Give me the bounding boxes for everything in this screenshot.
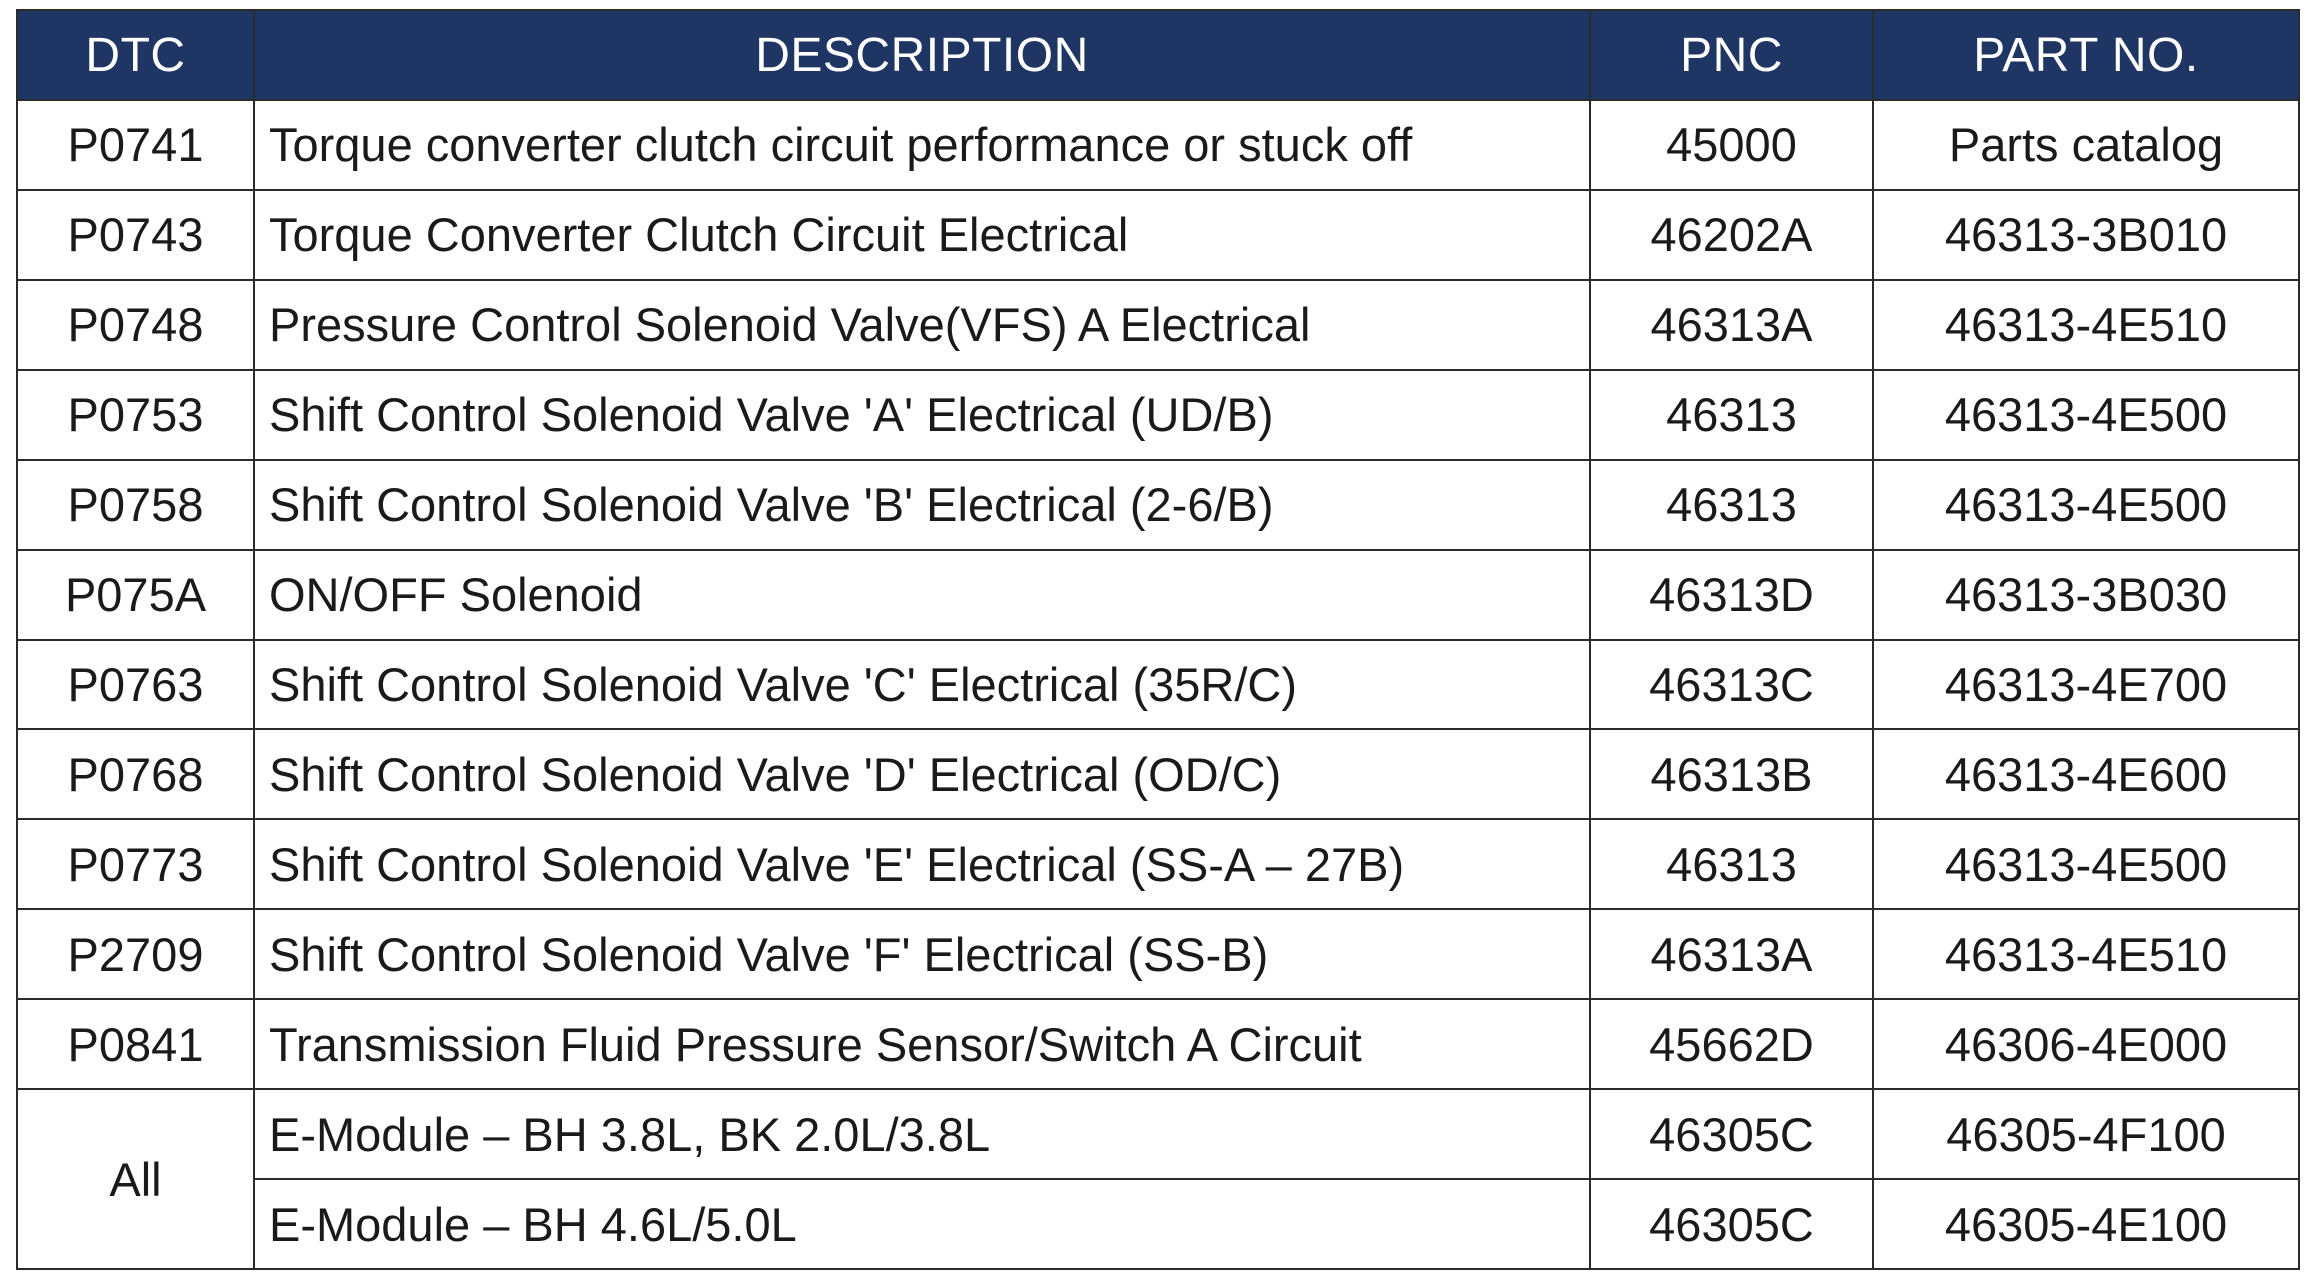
part-no-cell: 46305-4F100	[1873, 1089, 2299, 1179]
pnc-cell: 46313D	[1590, 550, 1873, 640]
part-no-cell: 46313-4E600	[1873, 729, 2299, 819]
dtc-parts-table	[16, 9, 2300, 1270]
table-row	[17, 1179, 2299, 1269]
dtc-cell: P0748	[17, 280, 254, 370]
table-row	[17, 460, 2299, 550]
pnc-cell: 46313	[1590, 819, 1873, 909]
dtc-cell: P0743	[17, 190, 254, 280]
table-row	[17, 550, 2299, 640]
part-no-cell: 46313-4E500	[1873, 460, 2299, 550]
description-cell: Torque converter clutch circuit performance or stuck off	[254, 100, 1590, 190]
dtc-cell: P0763	[17, 640, 254, 730]
part-no-cell: 46313-4E510	[1873, 280, 2299, 370]
description-cell: ON/OFF Solenoid	[254, 550, 1590, 640]
description-cell: Shift Control Solenoid Valve 'D' Electrical (OD/C)	[254, 729, 1590, 819]
pnc-cell: 46305C	[1590, 1089, 1873, 1179]
pnc-cell: 46313A	[1590, 909, 1873, 999]
pnc-cell: 46313B	[1590, 729, 1873, 819]
table-row	[17, 999, 2299, 1089]
description-cell: Shift Control Solenoid Valve 'C' Electrical (35R/C)	[254, 640, 1590, 730]
table-row	[17, 190, 2299, 280]
header-part-no: PART NO.	[1873, 10, 2299, 100]
dtc-cell: P0773	[17, 819, 254, 909]
table-row	[17, 909, 2299, 999]
dtc-cell: P0841	[17, 999, 254, 1089]
dtc-cell: P0758	[17, 460, 254, 550]
part-no-cell: 46313-4E500	[1873, 370, 2299, 460]
table-row	[17, 1089, 2299, 1179]
table-row	[17, 640, 2299, 730]
dtc-cell: P2709	[17, 909, 254, 999]
pnc-cell: 46313C	[1590, 640, 1873, 730]
part-no-cell: 46313-3B030	[1873, 550, 2299, 640]
part-no-cell: 46306-4E000	[1873, 999, 2299, 1089]
header-pnc: PNC	[1590, 10, 1873, 100]
description-cell: Pressure Control Solenoid Valve(VFS) A Electrical	[254, 280, 1590, 370]
table-row	[17, 370, 2299, 460]
pnc-cell: 46313A	[1590, 280, 1873, 370]
dtc-cell: P0768	[17, 729, 254, 819]
table-body	[17, 100, 2299, 1269]
dtc-cell: P0741	[17, 100, 254, 190]
description-cell: E-Module – BH 4.6L/5.0L	[254, 1179, 1590, 1269]
table-row	[17, 280, 2299, 370]
pnc-cell: 46202A	[1590, 190, 1873, 280]
table-row	[17, 819, 2299, 909]
part-no-cell: 46313-4E500	[1873, 819, 2299, 909]
part-no-cell: 46313-4E510	[1873, 909, 2299, 999]
header-description: DESCRIPTION	[254, 10, 1590, 100]
pnc-cell: 45000	[1590, 100, 1873, 190]
pnc-cell: 45662D	[1590, 999, 1873, 1089]
header-dtc: DTC	[17, 10, 254, 100]
pnc-cell: 46313	[1590, 460, 1873, 550]
description-cell: Torque Converter Clutch Circuit Electrical	[254, 190, 1590, 280]
table-row	[17, 100, 2299, 190]
dtc-cell: P075A	[17, 550, 254, 640]
description-cell: Transmission Fluid Pressure Sensor/Switch A Circuit	[254, 999, 1590, 1089]
table-header-row	[17, 10, 2299, 100]
description-cell: Shift Control Solenoid Valve 'F' Electrical (SS-B)	[254, 909, 1590, 999]
part-no-cell: 46313-3B010	[1873, 190, 2299, 280]
part-no-cell: 46305-4E100	[1873, 1179, 2299, 1269]
part-no-cell: 46313-4E700	[1873, 640, 2299, 730]
description-cell: E-Module – BH 3.8L, BK 2.0L/3.8L	[254, 1089, 1590, 1179]
pnc-cell: 46305C	[1590, 1179, 1873, 1269]
pnc-cell: 46313	[1590, 370, 1873, 460]
part-no-cell: Parts catalog	[1873, 100, 2299, 190]
description-cell: Shift Control Solenoid Valve 'B' Electrical (2-6/B)	[254, 460, 1590, 550]
description-cell: Shift Control Solenoid Valve 'A' Electrical (UD/B)	[254, 370, 1590, 460]
dtc-cell: P0753	[17, 370, 254, 460]
dtc-cell-merged: All	[17, 1089, 254, 1269]
table-row	[17, 729, 2299, 819]
description-cell: Shift Control Solenoid Valve 'E' Electrical (SS-A – 27B)	[254, 819, 1590, 909]
